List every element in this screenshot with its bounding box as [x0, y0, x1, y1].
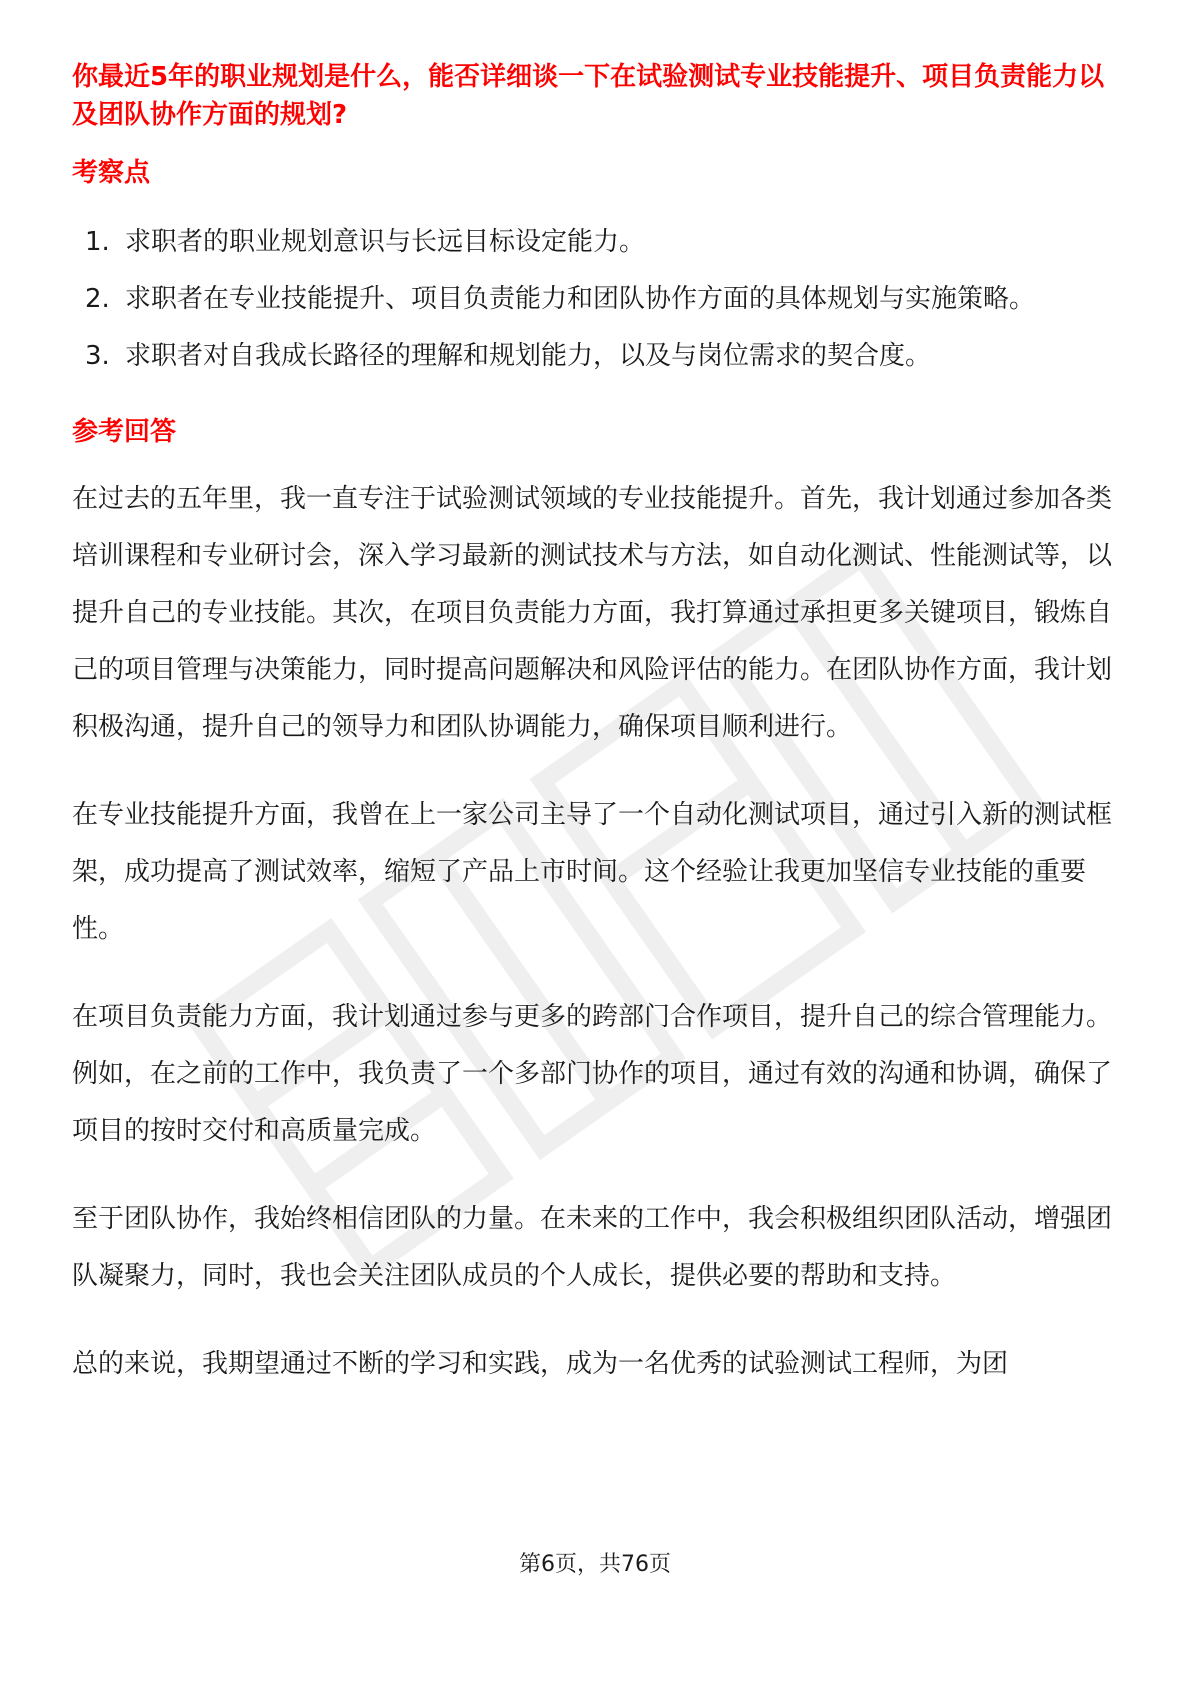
list-number: 3.: [85, 341, 110, 371]
answer-paragraph: 在专业技能提升方面，我曾在上一家公司主导了一个自动化测试项目，通过引入新的测试框架，成功提高了测试效率，缩短了产品上市时间。这个经验让我更加坚信专业技能的重要性。: [72, 800, 1113, 944]
points-heading: 考察点: [72, 158, 151, 188]
answer-paragraph: 总的来说，我期望通过不断的学习和实践，成为一名优秀的试验测试工程师，为团: [72, 1349, 1009, 1379]
list-item-text: 求职者对自我成长路径的理解和规划能力，以及与岗位需求的契合度。: [125, 341, 932, 371]
list-item-text: 求职者在专业技能提升、项目负责能力和团队协作方面的具体规划与实施策略。: [125, 284, 1036, 314]
document-page: [72, 58, 1118, 1393]
list-item: [72, 271, 1118, 328]
list-item: [72, 214, 1118, 271]
answer-paragraph: 在项目负责能力方面，我计划通过参与更多的跨部门合作项目，提升自己的综合管理能力。例如，在之前的工作中，我负责了一个多部门协作的项目，通过有效的沟通和协调，确保了项目的按时交付和高质量完成。: [72, 1002, 1113, 1146]
answer-paragraph: 至于团队协作，我始终相信团队的力量。在未来的工作中，我会积极组织团队活动，增强团队凝聚力，同时，我也会关注团队成员的个人成长，提供必要的帮助和支持。: [72, 1204, 1113, 1291]
points-list: [72, 214, 1118, 385]
list-number: 1.: [85, 227, 110, 257]
answer-paragraph: 在过去的五年里，我一直专注于试验测试领域的专业技能提升。首先，我计划通过参加各类培训课程和专业研讨会，深入学习最新的测试技术与方法，如自动化测试、性能测试等，以提升自己的专业技能。其次，在项目负责能力方面，我打算通过承担更多关键项目，锻炼自己的项目管理与决策能力，同时提高问题解决和风险评估的能力。在团队协作方面，我计划积极沟通，提升自己的领导力和团队协调能力，确保项目顺利进行。: [72, 484, 1113, 742]
list-number: 2.: [85, 284, 110, 314]
question-title: 你最近5年的职业规划是什么，能否详细谈一下在试验测试专业技能提升、项目负责能力以及团队协作方面的规划?: [72, 62, 1105, 130]
list-item-text: 求职者的职业规划意识与长远目标设定能力。: [125, 227, 646, 257]
answer-body: [72, 471, 1118, 1393]
page-footer: 第6页，共76页: [519, 1552, 671, 1577]
answer-heading: 参考回答: [72, 417, 177, 447]
list-item: [72, 328, 1118, 385]
